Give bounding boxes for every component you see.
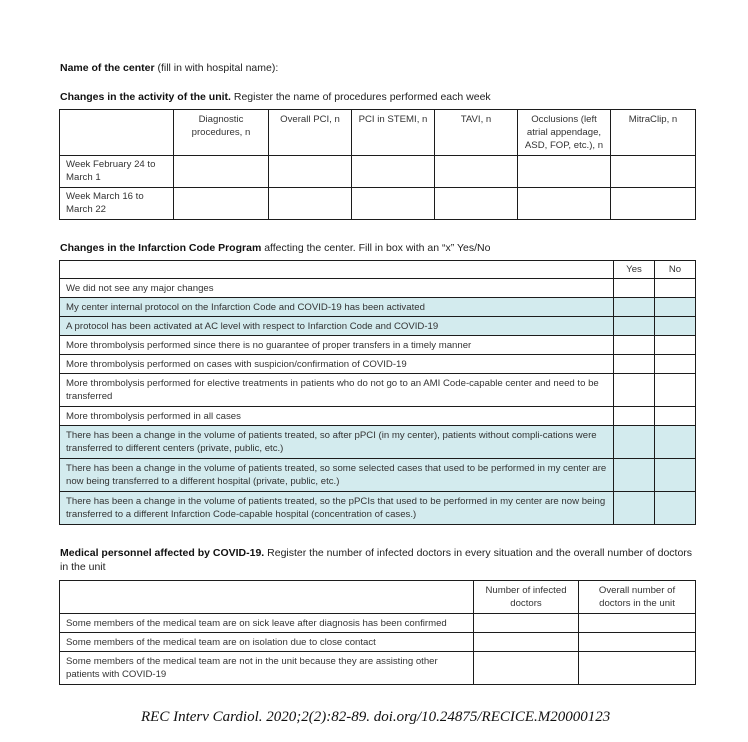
infarction-row-label: My center internal protocol on the Infarction Code and COVID-19 has been activated [60, 298, 614, 317]
overall-input-cell[interactable] [579, 652, 696, 685]
table-row [60, 336, 696, 355]
personnel-row-label: Some members of the medical team are not in the unit because they are assisting other patients with COVID-19 [60, 652, 474, 685]
yes-checkbox-cell[interactable] [614, 459, 655, 492]
no-header: No [655, 261, 696, 279]
no-checkbox-cell[interactable] [655, 279, 696, 298]
infarction-row-label: More thrombolysis performed on cases with suspicion/confirmation of COVID-19 [60, 355, 614, 374]
table-row [60, 614, 696, 633]
yes-header: Yes [614, 261, 655, 279]
activity-title-bold: Changes in the activity of the unit. [60, 91, 231, 103]
yes-checkbox-cell[interactable] [614, 426, 655, 459]
activity-header-mitraclip: MitraClip, n [611, 110, 696, 156]
table-row [60, 459, 696, 492]
activity-header-tavi: TAVI, n [435, 110, 518, 156]
infarction-section-title [60, 241, 490, 255]
activity-input-cell[interactable] [518, 156, 611, 188]
activity-input-cell[interactable] [269, 188, 352, 220]
infected-doctors-header: Number of infected doctors [474, 581, 579, 614]
personnel-table [59, 580, 696, 685]
infarction-title-bold: Changes in the Infarction Code Program [60, 242, 262, 254]
table-row [60, 407, 696, 426]
table-row [60, 188, 696, 220]
table-row [60, 492, 696, 525]
yes-checkbox-cell[interactable] [614, 407, 655, 426]
no-checkbox-cell[interactable] [655, 407, 696, 426]
infected-input-cell[interactable] [474, 652, 579, 685]
activity-input-cell[interactable] [352, 188, 435, 220]
table-row [60, 279, 696, 298]
no-checkbox-cell[interactable] [655, 374, 696, 407]
personnel-header-row [60, 581, 696, 614]
infected-input-cell[interactable] [474, 633, 579, 652]
infarction-header-row [60, 261, 696, 279]
yes-checkbox-cell[interactable] [614, 317, 655, 336]
infarction-row-label: There has been a change in the volume of patients treated, so some selected cases that used to be performed in my center are now being transferred to a different hospital (private, public, etc.) [60, 459, 614, 492]
table-row [60, 374, 696, 407]
yes-checkbox-cell[interactable] [614, 492, 655, 525]
personnel-row-label: Some members of the medical team are on isolation due to close contact [60, 633, 474, 652]
no-checkbox-cell[interactable] [655, 492, 696, 525]
citation: REC Interv Cardiol. 2020;2(2):82-89. doi.org/10.24875/RECICE.M20000123 [141, 709, 611, 725]
activity-input-cell[interactable] [435, 156, 518, 188]
no-checkbox-cell[interactable] [655, 459, 696, 492]
activity-header-diagnostic: Diagnostic procedures, n [174, 110, 269, 156]
table-row [60, 355, 696, 374]
activity-header-occlusions: Occlusions (left atrial appendage, ASD, FOP, etc.), n [518, 110, 611, 156]
table-row [60, 156, 696, 188]
personnel-row-label: Some members of the medical team are on sick leave after diagnosis has been confirmed [60, 614, 474, 633]
overall-input-cell[interactable] [579, 633, 696, 652]
personnel-section-title [60, 546, 700, 574]
activity-input-cell[interactable] [174, 156, 269, 188]
infarction-row-label: More thrombolysis performed for elective treatments in patients who do not go to an AMI Code-capable center and need to be transferred [60, 374, 614, 407]
activity-table [59, 109, 696, 220]
no-checkbox-cell[interactable] [655, 355, 696, 374]
table-row [60, 633, 696, 652]
center-name-label [60, 61, 278, 75]
yes-checkbox-cell[interactable] [614, 298, 655, 317]
activity-input-cell[interactable] [269, 156, 352, 188]
activity-input-cell[interactable] [435, 188, 518, 220]
infarction-row-label: More thrombolysis performed since there is no guarantee of proper transfers in a timely manner [60, 336, 614, 355]
infarction-title-instruction: affecting the center. Fill in box with an “x” Yes/No [261, 242, 491, 254]
personnel-title-instruction: Register the number of infected doctors in every situation and the overall number of doctors in the unit [60, 547, 693, 573]
table-row [60, 426, 696, 459]
no-checkbox-cell[interactable] [655, 426, 696, 459]
yes-checkbox-cell[interactable] [614, 279, 655, 298]
activity-header-overall-pci: Overall PCI, n [269, 110, 352, 156]
infected-input-cell[interactable] [474, 614, 579, 633]
activity-row-label: Week February 24 to March 1 [60, 156, 174, 188]
center-name-instruction: (fill in with hospital name): [154, 62, 279, 74]
table-row [60, 652, 696, 685]
overall-input-cell[interactable] [579, 614, 696, 633]
activity-input-cell[interactable] [352, 156, 435, 188]
personnel-header-blank [60, 581, 474, 614]
activity-header-row [60, 110, 696, 156]
activity-row-label: Week March 16 to March 22 [60, 188, 174, 220]
overall-doctors-header: Overall number of doctors in the unit [579, 581, 696, 614]
table-row [60, 317, 696, 336]
activity-input-cell[interactable] [611, 188, 696, 220]
center-name-bold: Name of the center [60, 62, 155, 74]
infarction-table [59, 260, 696, 525]
infarction-row-label: We did not see any major changes [60, 279, 614, 298]
activity-input-cell[interactable] [611, 156, 696, 188]
infarction-row-label: A protocol has been activated at AC level with respect to Infarction Code and COVID-19 [60, 317, 614, 336]
activity-input-cell[interactable] [174, 188, 269, 220]
yes-checkbox-cell[interactable] [614, 355, 655, 374]
activity-title-instruction: Register the name of procedures performed each week [230, 91, 491, 103]
no-checkbox-cell[interactable] [655, 336, 696, 355]
activity-input-cell[interactable] [518, 188, 611, 220]
yes-checkbox-cell[interactable] [614, 336, 655, 355]
activity-header-blank [60, 110, 174, 156]
activity-header-pci-stemi: PCI in STEMI, n [352, 110, 435, 156]
no-checkbox-cell[interactable] [655, 298, 696, 317]
infarction-row-label: There has been a change in the volume of patients treated, so after pPCI (in my center), patients without compli-cations were transferred to different centers (private, public, etc.) [60, 426, 614, 459]
yes-checkbox-cell[interactable] [614, 374, 655, 407]
infarction-row-label: More thrombolysis performed in all cases [60, 407, 614, 426]
infarction-header-blank [60, 261, 614, 279]
infarction-row-label: There has been a change in the volume of patients treated, so the pPCIs that used to be performed in my center are now being transferred to a different Infarction Code-capable hospital (concentration of cases.) [60, 492, 614, 525]
personnel-title-bold: Medical personnel affected by COVID-19. [60, 547, 265, 559]
table-row [60, 298, 696, 317]
activity-section-title [60, 90, 491, 104]
no-checkbox-cell[interactable] [655, 317, 696, 336]
